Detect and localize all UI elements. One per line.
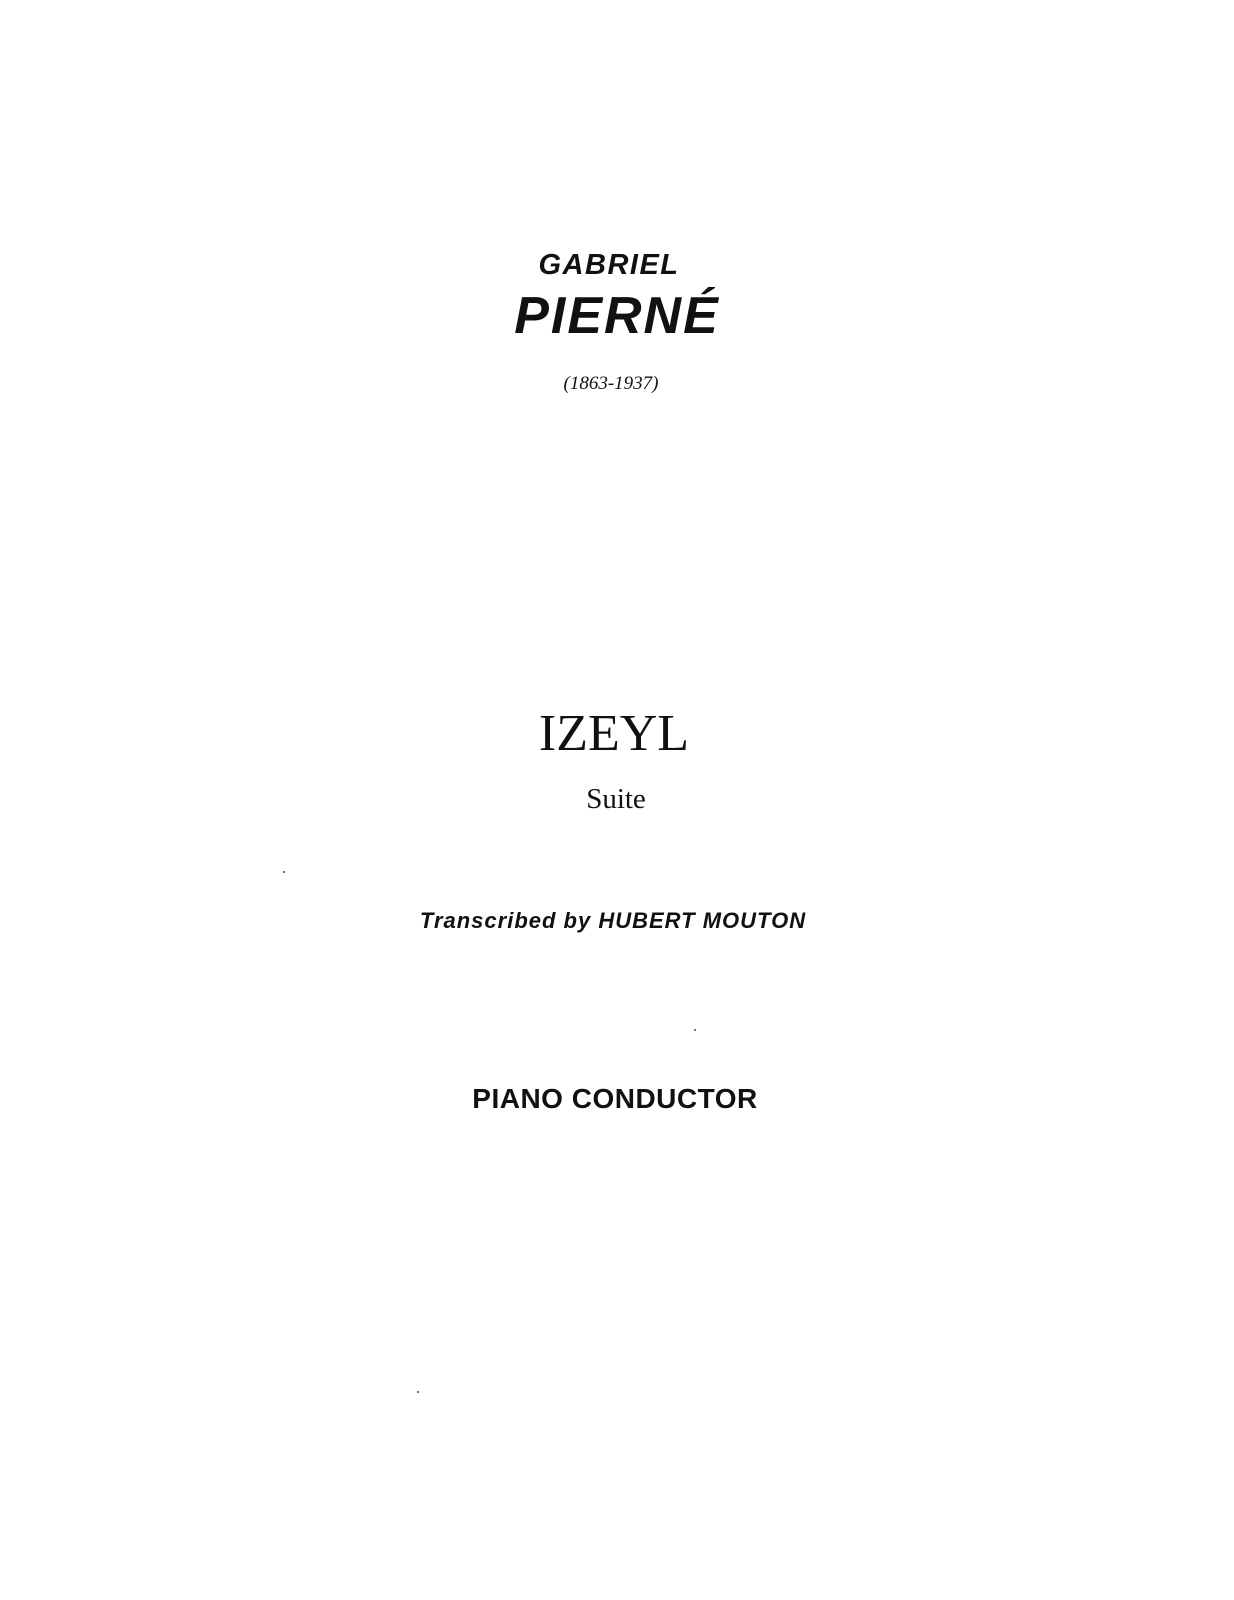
composer-first-name: GABRIEL [538,249,680,281]
work-title: IZEYL [538,705,690,762]
composer-last-name: PIERNÉ [514,287,720,345]
scan-speck [283,871,285,873]
work-subtitle: Suite [586,783,646,815]
part-name: PIANO CONDUCTOR [472,1083,758,1114]
composer-dates: (1863-1937) [563,373,659,394]
scan-speck [417,1391,419,1393]
scan-speck [694,1029,696,1031]
transcription-credit: Transcribed by HUBERT MOUTON [419,908,807,933]
